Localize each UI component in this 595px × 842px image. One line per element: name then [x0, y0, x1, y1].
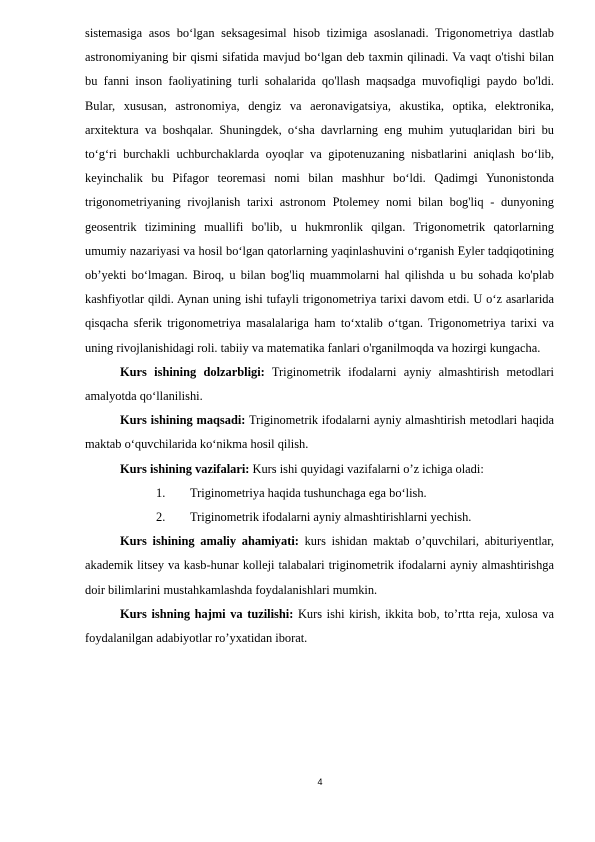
list-item-text: Triginometrik ifodalarni ayniy almashtirishlarni yechish.	[190, 510, 472, 525]
paragraph-history: sistemasiga asos bo‘lgan seksagesimal hisob tizimiga asoslanadi. Trigonometriya dastlab astronomiyaning bir qismi sifatida mavjud bo‘lgan deb taxmin qilinadi. Va vaqt o'tishi bilan bu fanni inson faoliyatining turli sohalarida qo'llash maqsadga muvofiqligi paydo bo'ldi. Bular, xususan, astronomiya, dengiz va aeronavigatsiya, akustika, optika, elektronika, arxitektura va boshqalar. Shuningdek, o‘sha davrlarning eng muhim yutuqlaridan biri bu to‘g‘ri burchakli uchburchaklarda oyoqlar va gipotenuzaning nisbatlarini aniqlash bo‘lib, keyinchalik bu Pifagor teoremasi nomi bilan mashhur bo‘ldi. Qadimgi Yunonistonda trigonometriyaning rivojlanish tarixi astronom Ptolemey nomi bilan bog'liq - dunyoning geosentrik tizimining muallifi bo'lib, u hukmronlik qilgan. Trigonometrik qatorlarning umumiy nazariyasi va hosil bo‘lgan qatorlarning yaqinlashuvini o‘rganish Eyler tadqiqotining ob’yekti bo‘lmagan. Biroq, u bilan bog'liq muammolarni hal qilishda u bu sohada ko'plab kashfiyotlar qildi. Aynan uning ishi tufayli trigonometriya tarixi davom etdi. U o‘z asarlarida qisqacha sferik trigonometriya masalalariga ham to‘xtalib o‘tgan. Trigonometriya tarixi va uning rivojlanishidagi roli. tabiiy va matematika fanlari o'rganilmoqda va hozirgi kungacha.	[85, 26, 554, 355]
paragraph-goal	[85, 408, 554, 456]
paragraph-relevance	[85, 360, 554, 408]
structure-label: Kurs ishning hajmi va tuzilishi:	[120, 606, 294, 621]
page-number: 4	[317, 777, 323, 787]
relevance-label: Kurs ishining dolzarbligi:	[120, 364, 265, 379]
paragraph-structure	[85, 602, 554, 650]
list-item	[85, 505, 554, 529]
document-page	[85, 21, 554, 650]
list-item-number: 1.	[156, 485, 166, 500]
goal-label: Kurs ishining maqsadi:	[120, 413, 246, 428]
goal-text: Triginometrik ifodalarni ayniy almashtirish metodlari haqida maktab o‘quvchilarida ko‘nikma hosil qilish.	[85, 413, 554, 452]
relevance-text: Triginometrik ifodalarni ayniy almashtirish metodlari amalyotda qo‘llanilishi.	[85, 364, 554, 404]
paragraph-practical-importance	[85, 529, 554, 602]
practical-importance-label: Kurs ishining amaliy ahamiyati:	[120, 534, 299, 549]
practical-importance-text: kurs ishidan maktab o’quvchilari, abituriyentlar, akademik litsey va kasb-hunar kolleji talabalari triginometrik ifodalarni ayniy almashtirishga doir bilimlarini mustahkamlashda foydalanishlari mumkin.	[85, 534, 554, 597]
paragraph-tasks	[85, 457, 554, 481]
tasks-list	[85, 481, 554, 529]
tasks-label: Kurs ishining vazifalari:	[120, 461, 250, 476]
list-item	[85, 481, 554, 505]
structure-text: Kurs ishi kirish, ikkita bob, to’rtta reja, xulosa va foydalanilgan adabiyotlar ro’yxatidan iborat.	[85, 606, 554, 646]
list-item-number: 2.	[156, 510, 166, 525]
tasks-text: Kurs ishi quyidagi vazifalarni o’z ichiga oladi:	[249, 461, 484, 476]
list-item-text: Triginometriya haqida tushunchaga ega bo‘lish.	[190, 485, 427, 500]
